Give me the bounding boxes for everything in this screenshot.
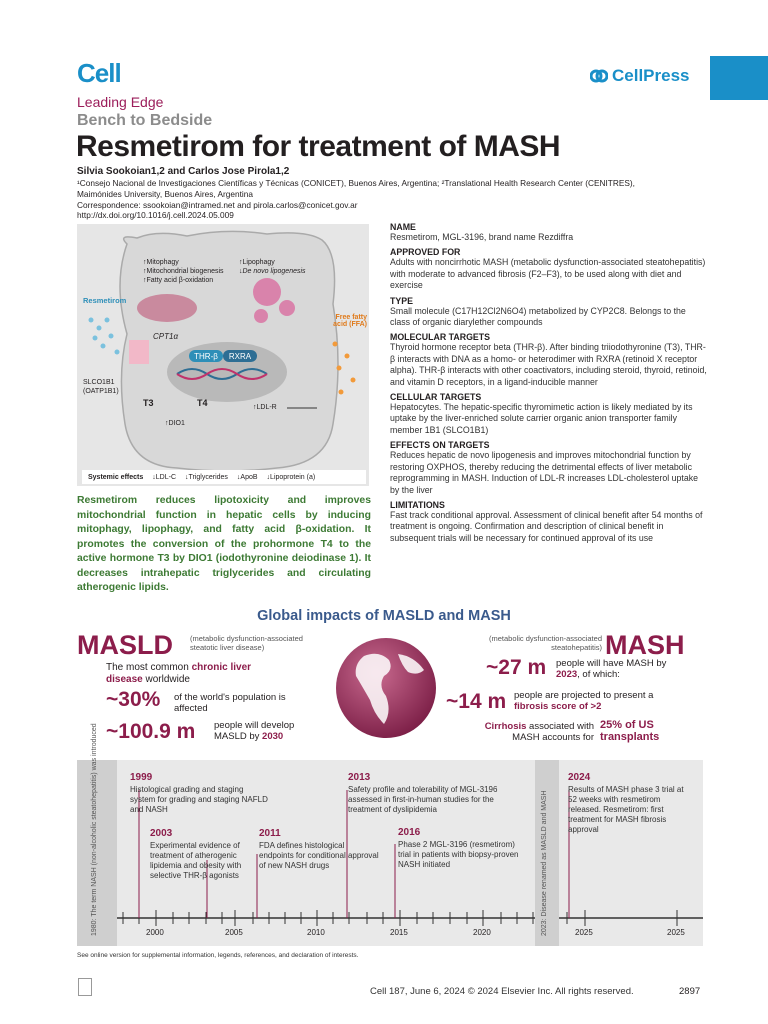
rxra-label: RXRA — [228, 352, 252, 361]
ffa-label: Free fatty acid (FFA) — [333, 314, 367, 328]
mechanism-figure — [77, 224, 369, 486]
journal-logo: Cell — [77, 58, 121, 88]
masld-heading: MASLD — [77, 630, 173, 660]
check-updates-icon[interactable] — [78, 978, 92, 996]
authors: Silvia Sookoian1,2 and Carlos Jose Pirola1,2 — [77, 166, 290, 177]
page-number: 2897 — [679, 986, 701, 997]
tick-2015: 2015 — [390, 928, 408, 937]
timeline-left-band — [77, 723, 117, 946]
masld-pct: ~30% — [106, 688, 161, 711]
timeline-1980-label: 1980: The term NASH (non-alcoholic steatohepatitis) was introduced — [91, 723, 98, 936]
mash-14m: ~14 m — [446, 690, 507, 713]
tick-2020: 2020 — [473, 928, 491, 937]
lipo-effects: ↑Lipophagy ↓De novo lipogenesis — [239, 259, 306, 275]
affiliations: ¹Consejo Nacional de Investigaciones Científicas y Técnicas (CONICET), Buenos Aires, Argentina; ²Translational Health Research Center (CENITRES), Maimónides University, Buenos Aires, Argentina Correspondence: ssookoian@intramed.net and pirola.carlos@conicet.gov.ar http://dx.doi.org/10.1016/j.cell.2024.05.009 — [77, 178, 717, 221]
transporter-icon — [129, 340, 149, 364]
masld-100m: ~100.9 m — [106, 720, 196, 743]
doi-link[interactable]: http://dx.doi.org/10.1016/j.cell.2024.05.009 — [77, 210, 234, 221]
global-impacts-title: Global impacts of MASLD and MASH — [257, 608, 511, 624]
mito-effects: ↑Mitophagy ↑Mitochondrial biogenesis ↑Fatty acid β-oxidation — [143, 259, 224, 284]
cirrhosis-desc: Cirrhosis associated with MASH accounts for — [484, 721, 594, 743]
transplants-stat: 25% of US transplants — [600, 719, 660, 743]
timeline-2023-label: 2023: Disease renamed as MASLD and MASH — [541, 790, 548, 936]
event-2011: 2011 FDA defines histological endpoints for conditional approval of new NASH drugs — [259, 828, 379, 870]
drug-info: NAME Resmetirom, MGL-3196, brand name Rezdiffra APPROVED FOR Adults with noncirrhotic MASH (metabolic dysfunction-associated steatohepatitis) with moderate to advanced fibrosis (F2–F3), to be used along with diet and exercise TYPE Small molecule (C17H12Cl2N6O4) metabolized by CYP2C8. Belongs to the class of organic diarylether compounds MOLECULAR TARGETS Thyroid hormone receptor beta (THR-β). After binding triiodothyronine (T3), THR-β interacts with DNA as a homo- or heterodimer with RXRA (retinoid X receptor alpha). THR-β interacts with other coactivators, including steroid, thyroid, retinoid, and vitamin D receptors, in a ligand-inducible manner CELLULAR TARGETS Hepatocytes. The hepatic-specific thyromimetic action is likely mediated by its uptake by the liver-enriched solute carrier organic anion transporter family member 1B1 (SLCO1B1) EFFECTS ON TARGETS Reduces hepatic de novo lipogenesis and improves mitochondrial function by restoring OXPHOS, thereby reducing the detrimental effects of liver metabolic reprogramming in MASH. Induction of LDL-R increases LDL-cholesterol uptake by the liver LIMITATIONS Fast track conditional approval. Assessment of clinical benefit after 54 months of treatment is ongoing. Confirmation and description of clinical benefit in subsequent trials will be necessary for continued approval of its use — [390, 222, 707, 543]
mash-heading: MASH — [605, 630, 685, 660]
mash-full: (metabolic dysfunction-associated steatohepatitis) — [489, 634, 602, 652]
slco-label: SLCO1B1 (OATP1B1) — [83, 379, 119, 395]
page-title: Resmetirom for treatment of MASH — [76, 130, 561, 163]
section-label: Leading Edge — [77, 94, 164, 110]
resmetirom-molecules — [89, 318, 120, 355]
subsection-label: Bench to Bedside — [77, 112, 213, 129]
thr-label: THR-β — [194, 352, 218, 361]
mitochondrion-icon — [137, 294, 197, 322]
event-1999: 1999 Histological grading and staging system for grading and staging NAFLD and NASH — [130, 772, 268, 814]
tick-2005: 2005 — [225, 928, 243, 937]
mash-27m: ~27 m — [486, 656, 547, 679]
tick-2025b: 2025 — [667, 928, 685, 937]
systemic-effects: Systemic effects ↓LDL-C ↓Triglycerides ↓ApoB ↓Lipoprotein (a) — [82, 470, 366, 484]
tick-2025a: 2025 — [575, 928, 593, 937]
event-2024: 2024 Results of MASH phase 3 trial at 52 weeks with resmetirom released. Resmetirom: first treatment for MASH fibrosis approval — [568, 772, 684, 834]
tick-2010: 2010 — [307, 928, 325, 937]
resmetirom-label: Resmetirom — [83, 296, 127, 305]
t4-label: T4 — [197, 398, 208, 408]
publisher-logo: CellPress — [590, 66, 690, 86]
event-2013: 2013 Safety profile and tolerability of MGL-3196 assessed in first-in-human studies for the treatment of dyslipidemia — [348, 772, 498, 814]
cellpress-icon — [590, 68, 608, 84]
ldlr-label: ↑LDL-R — [253, 404, 277, 411]
masld-100m-desc: people will develop MASLD by 2030 — [214, 720, 295, 742]
dio1-label: ↑DIO1 — [165, 420, 185, 427]
t3-label: T3 — [143, 398, 154, 408]
masld-pct-desc: of the world's population is affected — [174, 692, 286, 714]
event-2003: 2003 Experimental evidence of treatment of atherogenic lipidemia and obesity with selective THR-β agonists — [150, 828, 242, 880]
footer-citation: Cell 187, June 6, 2024 © 2024 Elsevier Inc. All rights reserved. — [370, 986, 634, 997]
masld-desc: The most common chronic liver disease worldwide — [106, 662, 252, 685]
globe-icon — [334, 636, 438, 740]
footnote: See online version for supplemental information, legends, references, and declaration of interests. — [77, 952, 359, 959]
cpt-label: CPT1α — [153, 332, 179, 341]
mash-27m-desc: people will have MASH by 2023, of which: — [556, 658, 667, 680]
tick-2000: 2000 — [146, 928, 164, 937]
masld-full: (metabolic dysfunction-associated steatotic liver disease) — [190, 634, 303, 652]
event-2016: 2016 Phase 2 MGL-3196 (resmetirom) trial in patients with biopsy-proven NASH initiated — [398, 827, 519, 869]
lipid-droplet-icon — [253, 278, 281, 306]
figure-summary: Resmetirom reduces lipotoxicity and improves mitochondrial function in hepatic cells by inducing mitophagy, lipophagy, and fatty acid β-oxidation. It promotes the conversion of the prohormone T4 to the active hormone T3 by DIO1 (iodothyronine deiodinase 1). It decreases intrahepatic triglycerides and circulating atherogenic lipids. — [77, 495, 371, 593]
section-tab — [710, 56, 768, 100]
mash-14m-desc: people are projected to present a fibrosis score of >2 — [514, 690, 654, 712]
